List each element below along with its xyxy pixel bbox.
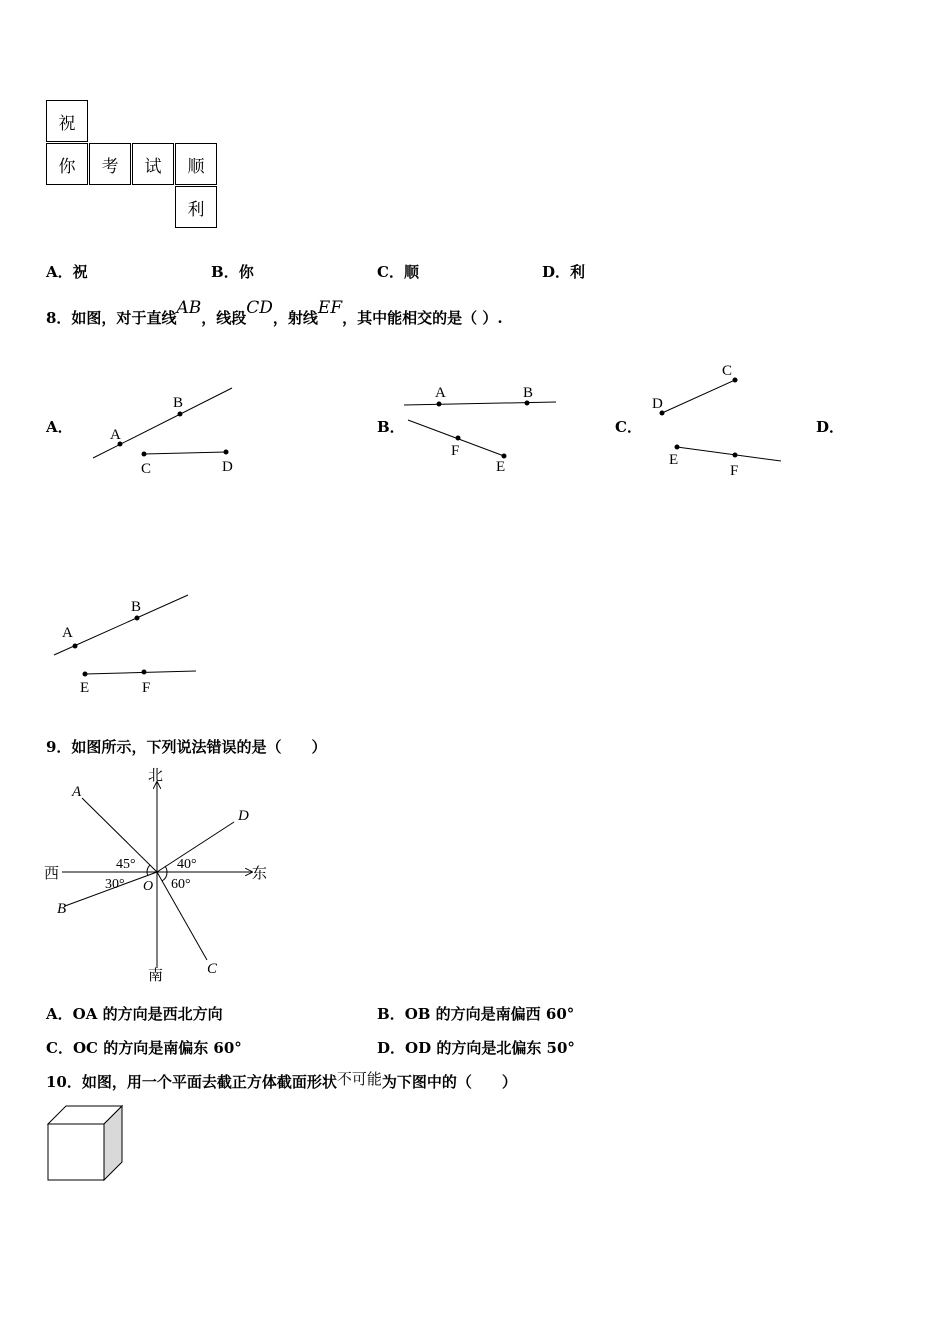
q7-option-c-letter: C — [377, 263, 389, 281]
label-north: 北 — [148, 766, 164, 784]
q10-stem-part1: 10．如图，用一个平面去截正方体截面形状 — [46, 1073, 337, 1091]
angle-label-30: 30° — [105, 877, 125, 892]
segment-cd — [662, 380, 735, 413]
q7-option-d-text: 利 — [570, 263, 586, 281]
label-c: C — [141, 461, 152, 477]
point-c — [733, 378, 738, 383]
label-c: C — [722, 363, 733, 379]
q7-option-b[interactable]: B．你 — [211, 263, 254, 281]
angle-arc-c — [162, 872, 167, 881]
q7-option-c-text: 顺 — [403, 263, 419, 281]
label-o: O — [143, 879, 154, 894]
q8-stem-part4: ，其中能相交的是（ ）. — [342, 309, 503, 327]
label-e: E — [80, 680, 90, 696]
point-e — [675, 445, 680, 450]
q8-figure-d — [45, 590, 210, 700]
angle-arc-d — [165, 866, 167, 872]
q9-option-b[interactable]: B．OB 的方向是南偏西 60° — [377, 1005, 575, 1023]
point-e — [502, 454, 507, 459]
ray-ef — [677, 447, 781, 461]
label-b: B — [131, 599, 142, 615]
cube-front-face — [48, 1124, 104, 1180]
label-d: D — [652, 396, 663, 412]
net-cell-kao: 考 — [89, 143, 131, 185]
q7-option-b-text: 你 — [238, 263, 254, 281]
q9-option-b-text: OB 的方向是南偏西 60° — [404, 1005, 575, 1023]
point-b — [178, 412, 183, 417]
point-f — [456, 436, 461, 441]
label-a: A — [435, 385, 446, 401]
q8-stem-part2: ，线段 — [201, 309, 247, 327]
angle-label-60: 60° — [171, 877, 191, 892]
label-d: D — [238, 808, 249, 824]
segment-cd — [144, 452, 226, 454]
q8-stem-part1: 8．如图，对于直线 — [46, 309, 177, 327]
point-b — [135, 616, 140, 621]
q8-figure-a — [80, 380, 250, 480]
net-cell-li: 利 — [175, 186, 217, 228]
point-a — [73, 644, 78, 649]
q9-compass-figure — [40, 760, 275, 990]
q7-option-a[interactable]: A．祝 — [46, 263, 88, 281]
point-a — [437, 402, 442, 407]
point-f — [142, 670, 147, 675]
label-d: D — [222, 459, 233, 475]
q8-figure-c — [645, 358, 795, 483]
net-cell-shun: 顺 — [175, 143, 217, 185]
label-west: 西 — [44, 864, 60, 882]
label-b: B — [523, 385, 534, 401]
line-ab — [93, 388, 232, 458]
q10-stem-emphasis: 不可能 — [336, 1070, 382, 1088]
q8-line-name: AB — [176, 298, 202, 318]
label-f: F — [451, 443, 460, 459]
point-c — [142, 452, 147, 457]
angle-arc-a — [147, 865, 150, 872]
line-ab — [404, 402, 556, 405]
label-f: F — [730, 463, 739, 479]
q9-option-a-letter: A — [46, 1005, 58, 1023]
label-south: 南 — [148, 966, 164, 984]
point-e — [83, 672, 88, 677]
q10-cube-figure — [44, 1100, 129, 1185]
label-a: A — [72, 784, 82, 800]
q8-option-b-label[interactable]: B． — [377, 418, 405, 436]
q7-option-c[interactable]: C．顺 — [377, 263, 419, 281]
label-b: B — [57, 901, 67, 917]
q9-option-d-text: OD 的方向是北偏东 50° — [405, 1039, 575, 1057]
point-b — [525, 401, 530, 406]
q8-option-a-label[interactable]: A． — [46, 418, 73, 436]
q9-option-d-letter: D — [377, 1039, 391, 1057]
label-c: C — [207, 961, 218, 977]
point-d — [224, 450, 229, 455]
q7-option-a-text: 祝 — [72, 263, 88, 281]
point-f — [733, 453, 738, 458]
q9-option-a[interactable]: A．OA 的方向是西北方向 — [46, 1005, 223, 1023]
q9-option-c-letter: C — [46, 1039, 58, 1057]
q9-option-a-text: OA 的方向是西北方向 — [72, 1005, 223, 1023]
q9-stem: 9．如图所示，下列说法错误的是（ ） — [46, 738, 327, 756]
q7-option-a-letter: A — [46, 263, 58, 281]
q8-option-c-label[interactable]: C． — [615, 418, 642, 436]
label-a: A — [62, 625, 73, 641]
q7-option-d[interactable]: D．利 — [542, 263, 586, 281]
q9-option-d[interactable]: D．OD 的方向是北偏东 50° — [377, 1039, 575, 1057]
q8-figure-b — [400, 380, 565, 480]
q8-stem — [46, 298, 503, 328]
label-e: E — [669, 452, 679, 468]
ray-ef — [85, 671, 196, 674]
label-east: 东 — [252, 864, 268, 882]
label-e: E — [496, 459, 506, 475]
q10-stem-part2: 为下图中的（ ） — [381, 1073, 517, 1091]
net-cell-shi: 试 — [132, 143, 174, 185]
q9-option-b-letter: B — [377, 1005, 390, 1023]
label-f: F — [142, 680, 151, 696]
label-a: A — [110, 427, 121, 443]
angle-label-40: 40° — [177, 857, 197, 872]
q8-option-d-label[interactable]: D． — [816, 418, 845, 436]
label-b: B — [173, 395, 184, 411]
angle-label-45: 45° — [116, 857, 136, 872]
q8-ray-name: EF — [317, 298, 343, 318]
q9-option-c[interactable]: C．OC 的方向是南偏东 60° — [46, 1039, 242, 1057]
net-cell-zhu: 祝 — [46, 100, 88, 142]
net-cell-ni: 你 — [46, 143, 88, 185]
q10-stem — [46, 1071, 517, 1092]
q8-segment-name: CD — [246, 298, 273, 318]
q9-option-c-text: OC 的方向是南偏东 60° — [72, 1039, 242, 1057]
q7-option-b-letter: B — [211, 263, 224, 281]
q7-option-d-letter: D — [542, 263, 556, 281]
q8-stem-part3: ，射线 — [272, 309, 318, 327]
